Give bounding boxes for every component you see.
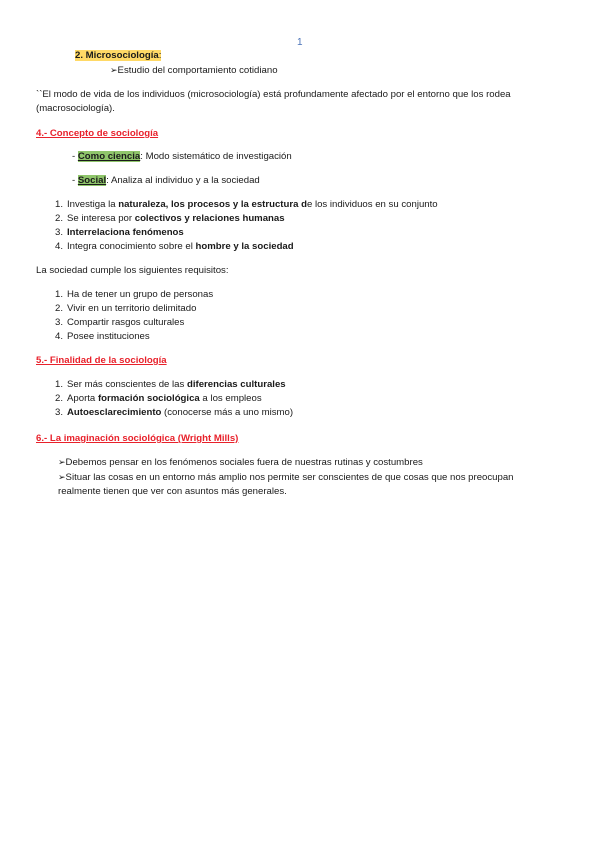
definition-dash: - bbox=[72, 175, 78, 186]
list-text: Investiga la bbox=[67, 199, 119, 210]
arrow-bullet-icon: ➢ bbox=[58, 472, 66, 483]
definition-label-social: Social bbox=[77, 175, 107, 186]
section-2-heading bbox=[75, 50, 161, 61]
list-item bbox=[52, 316, 213, 330]
list-bold-text: formación sociológica bbox=[97, 393, 200, 404]
section-2-bullet bbox=[110, 65, 278, 76]
list-text: Ser más conscientes de las bbox=[67, 379, 187, 390]
list-number: 2. bbox=[54, 303, 63, 314]
list-bold-text: diferencias culturales bbox=[186, 379, 286, 390]
list-text: Integra conocimiento sobre el bbox=[67, 241, 196, 252]
list-text-tail: e los individuos en su conjunto bbox=[306, 199, 438, 210]
list-text: Se interesa por bbox=[67, 213, 135, 224]
bullet-text: Situar las cosas en un entorno más amplio nos permite ser conscientes de que cosas que nos preocupan bbox=[65, 471, 514, 483]
list-item bbox=[52, 302, 213, 316]
definition-social bbox=[72, 175, 260, 186]
list-text-tail: a los empleos bbox=[199, 393, 262, 404]
section-6-bullet-2-continued: realmente tienen que ver con asuntos más generales. bbox=[58, 486, 287, 497]
definition-text-ciencia: : Modo sistemático de investigación bbox=[140, 151, 292, 162]
list-number: 2. bbox=[54, 213, 63, 224]
page-number: 1 bbox=[297, 37, 303, 48]
list-item bbox=[52, 212, 438, 226]
list-text-tail: (conocerse más a uno mismo) bbox=[161, 407, 294, 418]
arrow-bullet-icon: ➢ bbox=[58, 458, 66, 468]
section-5-title: 5.- Finalidad de la sociología bbox=[36, 355, 167, 366]
list-number: 1. bbox=[54, 289, 63, 300]
list-bold-text: Autoesclarecimiento bbox=[67, 407, 162, 418]
list-item bbox=[52, 378, 293, 392]
section-5-list bbox=[52, 378, 293, 420]
section-2-title bbox=[75, 50, 161, 61]
section-2-title-text: 2. Microsociología bbox=[75, 50, 159, 61]
list-text: Vivir en un territorio delimitado bbox=[67, 303, 197, 314]
bullet-text: Debemos pensar en los fenómenos sociales fuera de nuestras rutinas y costumbres bbox=[65, 457, 423, 468]
quote-line-1: ``El modo de vida de los individuos (microsociología) está profundamente afectado por el entorno que los rodea bbox=[36, 89, 511, 100]
quote-paragraph bbox=[36, 88, 511, 115]
list-number: 4. bbox=[54, 331, 63, 342]
list-number: 4. bbox=[54, 241, 63, 252]
list-item bbox=[52, 330, 213, 344]
list-bold-text: Interrelaciona fenómenos bbox=[67, 227, 184, 238]
list-item bbox=[52, 198, 438, 212]
list-item bbox=[52, 406, 293, 420]
list-item bbox=[52, 392, 293, 406]
list-bold-text: hombre y la sociedad bbox=[195, 241, 294, 252]
requirements-list bbox=[52, 288, 213, 344]
definition-text-social: : Analiza al individuo y a la sociedad bbox=[106, 175, 260, 186]
list-item bbox=[52, 288, 213, 302]
section-6-bullet-1 bbox=[58, 456, 514, 471]
list-text: Compartir rasgos culturales bbox=[67, 317, 185, 328]
list-text: Posee instituciones bbox=[67, 331, 150, 342]
section-4-title: 4.- Concepto de sociología bbox=[36, 128, 159, 139]
list-number: 1. bbox=[54, 379, 63, 390]
list-item bbox=[52, 226, 438, 240]
list-number: 3. bbox=[54, 317, 63, 328]
section-6-bullet-2 bbox=[58, 471, 514, 486]
list-number: 1. bbox=[54, 199, 63, 210]
list-item bbox=[52, 240, 438, 254]
section-2-title-suffix: : bbox=[158, 50, 162, 61]
list-bold-text: colectivos y relaciones humanas bbox=[134, 213, 285, 224]
section-2-bullet-text: Estudio del comportamiento cotidiano bbox=[117, 65, 278, 76]
requirements-intro: La sociedad cumple los siguientes requisitos: bbox=[36, 265, 229, 276]
list-number: 3. bbox=[54, 227, 63, 238]
section-4-list bbox=[52, 198, 438, 254]
section-6-bullets bbox=[58, 456, 514, 499]
section-6-title: 6.- La imaginación sociológica (Wright Mills) bbox=[36, 433, 239, 444]
arrow-bullet-icon: ➢ bbox=[110, 66, 118, 76]
list-number: 3. bbox=[54, 407, 63, 418]
definition-dash: - bbox=[72, 151, 78, 162]
list-bold-text: naturaleza, los procesos y la estructura d bbox=[118, 199, 307, 210]
list-number: 2. bbox=[54, 393, 63, 404]
list-text: Ha de tener un grupo de personas bbox=[67, 289, 214, 300]
definition-label-ciencia: Como ciencia bbox=[77, 151, 141, 162]
quote-line-2: (macrosociología). bbox=[36, 102, 115, 114]
list-text: Aporta bbox=[67, 393, 98, 404]
definition-como-ciencia bbox=[72, 151, 292, 162]
